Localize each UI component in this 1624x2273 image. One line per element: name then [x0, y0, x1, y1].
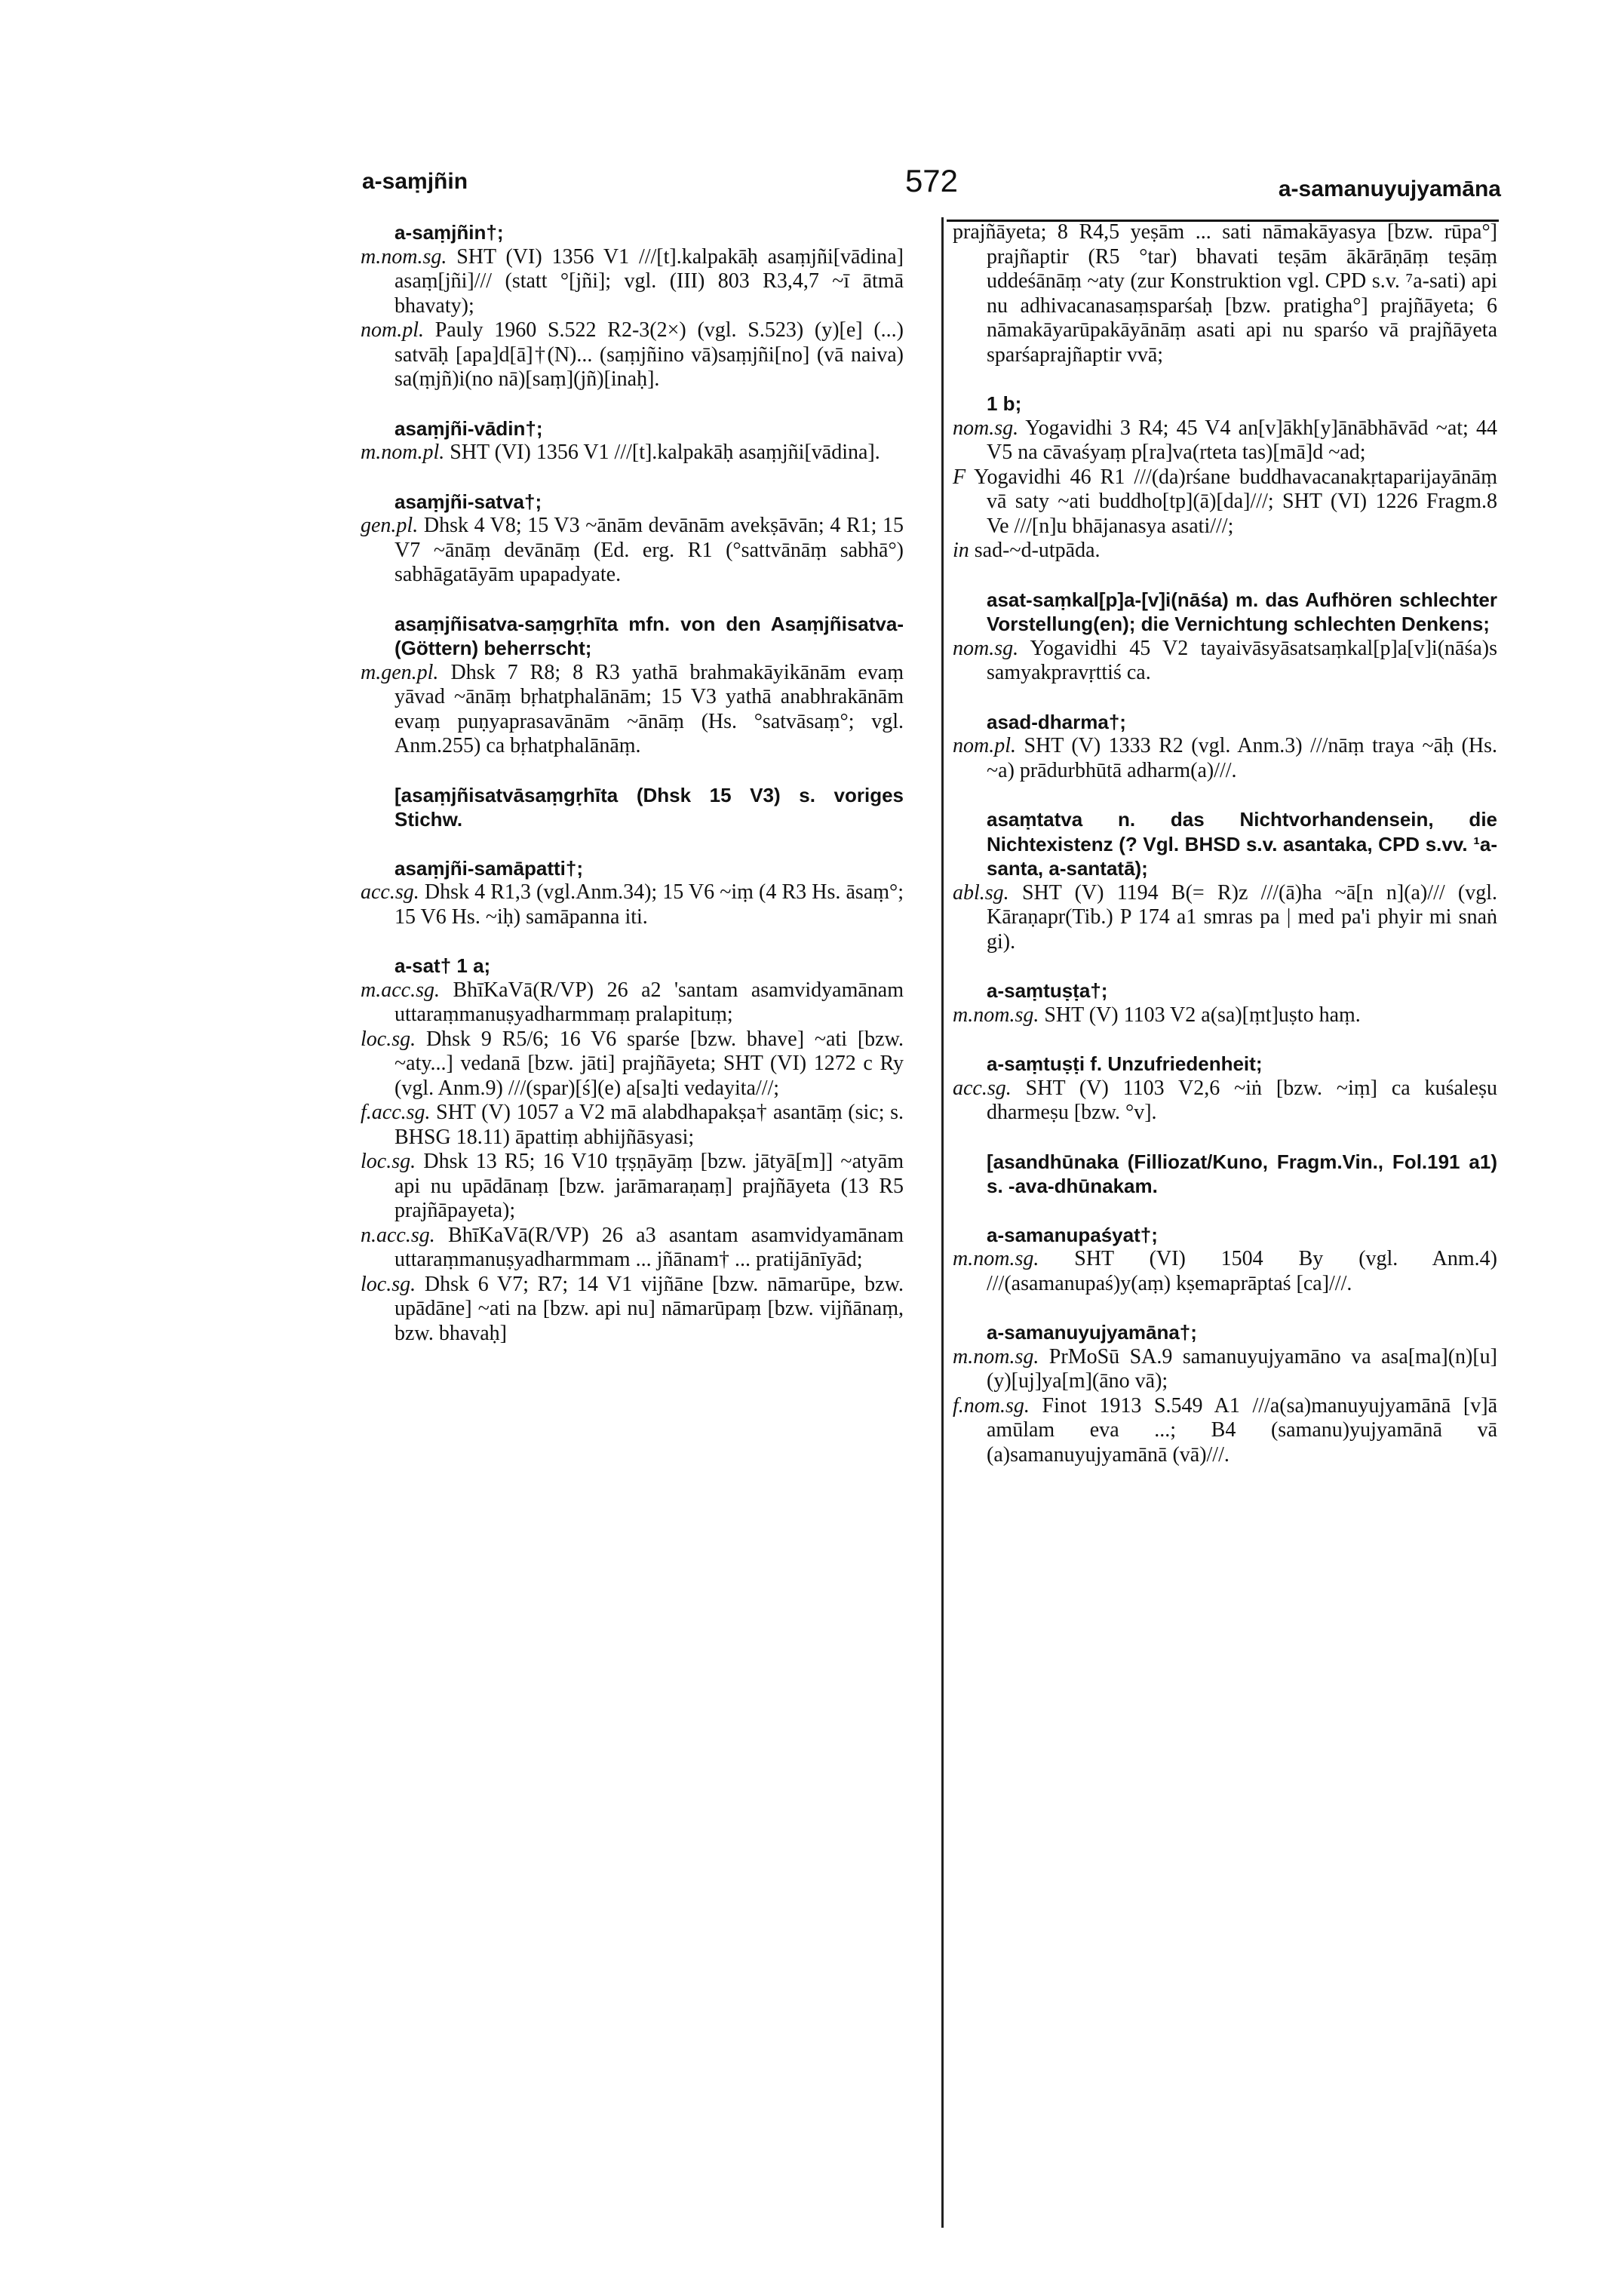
- citation-text: sad-~d-utpāda.: [974, 539, 1101, 562]
- citation-text: Dhsk 6 V7; R7; 14 V1 vijñāne [bzw. nāmarūpe, bzw. upādāne] ~ati na [bzw. api nu] nāmarūpaṃ [bzw. vijñānaṃ, bzw. bhavaḥ]: [394, 1272, 904, 1345]
- entry-headword: asaṃjñisatva-saṃgṛhīta mfn. von den Asaṃjñisatva-(Göttern) beherrscht;: [394, 612, 904, 659]
- grammar-label: loc.sg.: [361, 1150, 416, 1173]
- entry-citation: [361, 318, 904, 392]
- dictionary-entry: [361, 220, 904, 392]
- dictionary-entry: [953, 1320, 1497, 1467]
- citation-text: BhīKaVā(R/VP) 26 a2 'santam asamvidyamānam uttaraṃmanuṣyadharmmaṃ pralapituṃ;: [394, 978, 904, 1026]
- entry-headword: asaṃjñi-samāpatti†;: [394, 856, 583, 880]
- entry-citation: [953, 1345, 1497, 1394]
- entry-citation: [953, 1394, 1497, 1468]
- grammar-label: F: [953, 465, 966, 489]
- entry-headword: a-saṃjñin†;: [394, 221, 504, 244]
- entry-citation: [953, 1247, 1497, 1296]
- grammar-label: m.nom.sg.: [361, 244, 447, 269]
- running-head: [362, 163, 1501, 201]
- entry-headword: asad-dharma†;: [987, 710, 1126, 733]
- citation-text: SHT (VI) 1356 V1 ///[t].kalpakāḥ asaṃjñi[vādina] asaṃ[jñi]/// (statt °[jñi]; vgl. (III) 803 R3,4,7 ~ī ātmā bhavaty);: [394, 244, 904, 318]
- dictionary-entry: [361, 954, 904, 1346]
- page-number: 572: [904, 163, 959, 198]
- entry-citation: [361, 1101, 904, 1150]
- citation-text: Finot 1913 S.549 A1 ///a(sa)manuyujyamānā [v]ā amūlam eva ...; B4 (samanu)yujyamānā vā (a)samanuyujyamānā (vā)///.: [987, 1393, 1497, 1467]
- left-column: [361, 220, 904, 1370]
- citation-text: Dhsk 13 R5; 16 V10 tṛṣṇāyāṃ [bzw. jātyā[m]] ~atyām api nu upādānaṃ [bzw. jarāmaraṇaṃ] prajñāyeta (13 R5 prajñāpayeta);: [394, 1150, 904, 1222]
- entry-headword: a-samanuyujyamāna†;: [987, 1321, 1197, 1344]
- grammar-label: loc.sg.: [361, 1027, 416, 1051]
- entry-headword: [asaṃjñisatvāsaṃgṛhīta (Dhsk 15 V3) s. voriges Stichw.: [394, 783, 904, 831]
- citation-text: Yogavidhi 46 R1 ///(da)rśane buddhavacanakṛtaparijayānāṃ vā saty ~ati buddho[tp](ā)[da]///; SHT (VI) 1226 Fragm.8 Ve ///[n]u bhājanasya asati///;: [974, 465, 1497, 538]
- grammar-label: nom.sg.: [953, 416, 1019, 440]
- entry-headword: a-saṃtuṣṭi f. Unzufriedenheit;: [987, 1052, 1263, 1075]
- right-column: [953, 220, 1497, 1491]
- citation-text: Dhsk 9 R5/6; 16 V6 sparśe [bzw. bhave] ~ati [bzw. ~aty...] vedanā [bzw. jāti] prajñāyeta; SHT (VI) 1272 c Ry (vgl. Anm.9) ///(spar)[ś](e) a[sa]ti vedayita///;: [394, 1027, 904, 1100]
- grammar-label: gen.pl.: [361, 514, 419, 537]
- grammar-label: f.acc.sg.: [361, 1101, 431, 1124]
- citation-text: Dhsk 4 V8; 15 V3 ~ānām devānām avekṣāvān; 4 R1; 15 V7 ~ānāṃ devānāṃ (Ed. erg. R1 (°sattvānāṃ sabhā°) sabhāgatāyām upapadyate.: [394, 514, 904, 586]
- dictionary-entry: [361, 783, 904, 832]
- grammar-label: in: [953, 539, 969, 562]
- dictionary-entry: [953, 1223, 1497, 1297]
- dictionary-entry: [953, 710, 1497, 784]
- entry-headword: asaṃjñi-vādin†;: [394, 416, 543, 440]
- entry-citation: [361, 880, 904, 929]
- entry-citation: [361, 1273, 904, 1347]
- entry-citation: [361, 1027, 904, 1101]
- header-left-headword: a-saṃjñin: [362, 169, 468, 194]
- entry-headword: 1 b;: [987, 392, 1022, 415]
- entry-citation: [953, 734, 1497, 783]
- entry-headword: a-samanupaśyat†;: [987, 1223, 1158, 1246]
- citation-text: SHT (V) 1057 a V2 mā alabdhapakṣa† asantāṃ (sic; s. BHSG 18.11) āpattiṃ abhijñāsyasi;: [394, 1101, 904, 1149]
- grammar-label: loc.sg.: [361, 1272, 416, 1296]
- grammar-label: m.nom.sg.: [953, 1247, 1039, 1270]
- entry-headword: asaṃjñi-satva†;: [394, 490, 542, 513]
- citation-text: Yogavidhi 45 V2 tayaivāsyāsatsaṃkal[p]a[v]i(nāśa)s samyakpravṛttiś ca.: [987, 636, 1497, 684]
- entry-citation: [953, 881, 1497, 955]
- dictionary-entry: [953, 1150, 1497, 1199]
- grammar-label: m.nom.sg.: [953, 1003, 1039, 1027]
- column-divider: [941, 217, 944, 2228]
- grammar-label: m.acc.sg.: [361, 978, 440, 1002]
- citation-text: SHT (V) 1333 R2 (vgl. Anm.3) ///nāṃ traya ~āḥ (Hs. ~a) prādurbhūtā adharm(a)///.: [987, 734, 1497, 782]
- citation-text: prajñāyeta; 8 R4,5 yeṣām ... sati nāmakāyasya [bzw. rūpa°] prajñaptir (R5 °tar) bhavati teṣām ākārāṇāṃ teṣāṃ uddeśānāṃ ~aty (zur Konstruktion vgl. CPD s.v. ⁷a-sati) api nu adhivacanasaṃsparśaḥ [bzw. pratigha°] prajñāyeta; 6 nāmakāyarūpakāyānāṃ asati api nu sparśo vā prajñāyeta sparśaprajñaptir vvā;: [953, 220, 1497, 367]
- dictionary-entry: [953, 978, 1497, 1027]
- dictionary-entry: [361, 416, 904, 465]
- entry-citation: [953, 465, 1497, 539]
- dictionary-entry: [953, 1052, 1497, 1126]
- citation-text: SHT (V) 1194 B(= R)z ///(ā)ha ~ā[n n](a)/// (vgl. Kāraṇapr(Tib.) P 174 a1 smras pa | med pa'i phyir mi snaṅ gi).: [987, 880, 1498, 954]
- entry-headword: a-sat† 1 a;: [394, 954, 491, 977]
- grammar-label: nom.pl.: [361, 318, 424, 342]
- entry-citation: [361, 441, 904, 465]
- entry-citation: [953, 416, 1497, 465]
- grammar-label: m.nom.pl.: [361, 441, 445, 464]
- dictionary-entry: [953, 588, 1497, 686]
- citation-text: SHT (VI) 1504 By (vgl. Anm.4) ///(asamanupaś)y(aṃ) kṣemaprāptaś [ca]///.: [987, 1247, 1497, 1295]
- entry-headword: [asandhūnaka (Filliozat/Kuno, Fragm.Vin., Fol.191 a1) s. -ava-dhūnakam.: [987, 1150, 1497, 1197]
- grammar-label: m.gen.pl.: [361, 660, 439, 684]
- citation-text: SHT (V) 1103 V2 a(sa)[ṃt]uṣto haṃ.: [1044, 1003, 1361, 1027]
- grammar-label: acc.sg.: [953, 1076, 1012, 1100]
- dictionary-entry: [361, 612, 904, 759]
- grammar-label: n.acc.sg.: [361, 1223, 435, 1247]
- citation-text: SHT (V) 1103 V2,6 ~iṅ [bzw. ~iṃ] ca kuśaleṣu dharmeṣu [bzw. °v].: [987, 1076, 1498, 1124]
- citation-text: PrMoSū SA.9 samanuyujyamāno va asa[ma](n)[u](y)[uj]ya[m](āno vā);: [987, 1344, 1498, 1393]
- citation-text: Dhsk 4 R1,3 (vgl.Anm.34); 15 V6 ~iṃ (4 R3 Hs. āsaṃ°; 15 V6 Hs. ~iḥ) samāpanna iti.: [394, 880, 904, 929]
- dictionary-entry: [361, 856, 904, 930]
- grammar-label: f.nom.sg.: [953, 1393, 1030, 1418]
- dictionary-entry: [361, 490, 904, 588]
- grammar-label: nom.sg.: [953, 636, 1019, 660]
- grammar-label: acc.sg.: [361, 880, 419, 904]
- entry-citation: [361, 245, 904, 319]
- entry-citation: [361, 978, 904, 1027]
- citation-text: Dhsk 7 R8; 8 R3 yathā brahmakāyikānām evaṃ yāvad ~ānāṃ bṛhatphalānām; 15 V3 yathā anabhrakānām evaṃ puṇyaprasavānām ~ānāṃ (Hs. °satvāsaṃ°; vgl. Anm.255) ca bṛhatphalānāṃ.: [394, 660, 904, 757]
- entry-citation: [953, 539, 1497, 564]
- entry-citation: [361, 661, 904, 759]
- grammar-label: nom.pl.: [953, 734, 1016, 757]
- citation-text: Yogavidhi 3 R4; 45 V4 an[v]ākh[y]ānābhāvād ~at; 44 V5 na cāvaśyaṃ p[ra]va(rteta tas)[mā]d ~ad;: [987, 416, 1497, 464]
- dictionary-entry: [953, 807, 1497, 954]
- entry-citation: [953, 1077, 1497, 1126]
- citation-text: SHT (VI) 1356 V1 ///[t].kalpakāḥ asaṃjñi[vādina].: [450, 441, 880, 464]
- grammar-label: m.nom.sg.: [953, 1344, 1039, 1368]
- entry-citation: [953, 637, 1497, 686]
- header-right-headword: a-samanuyujyamāna: [1278, 177, 1501, 201]
- citation-text: BhīKaVā(R/VP) 26 a3 asantam asamvidyamānam uttaraṃmanuṣyadharmmam ... jñānam† ... pratijānīyād;: [394, 1223, 904, 1271]
- entry-citation: [361, 1150, 904, 1224]
- entry-citation: [953, 1003, 1497, 1028]
- grammar-label: abl.sg.: [953, 880, 1009, 905]
- entry-headword: a-saṃtuṣṭa†;: [987, 979, 1108, 1002]
- entry-headword: asat-saṃkal[p]a-[v]i(nāśa) m. das Aufhören schlechter Vorstellung(en); die Vernichtung schlechten Denkens;: [987, 588, 1497, 635]
- citation-text: Pauly 1960 S.522 R2-3(2×) (vgl. S.523) (y)[e] (...) satvāḥ [apa]d[ā]†(N)... (saṃjñino vā)saṃjñi[no] (vā naiva) sa(ṃjñ)i(no nā)[saṃ](jñ)[inaḥ].: [394, 318, 904, 391]
- entry-citation: [361, 514, 904, 588]
- entry-headword: asaṃtatva n. das Nichtvorhandensein, die Nichtexistenz (? Vgl. BHSD s.v. asantaka, CPD s.vv. ¹a-santa, a-santatā);: [987, 808, 1497, 880]
- dictionary-entry: [953, 220, 1497, 367]
- entry-citation: [361, 1224, 904, 1273]
- entry-citation: [953, 220, 1497, 367]
- dictionary-entry: [953, 392, 1497, 564]
